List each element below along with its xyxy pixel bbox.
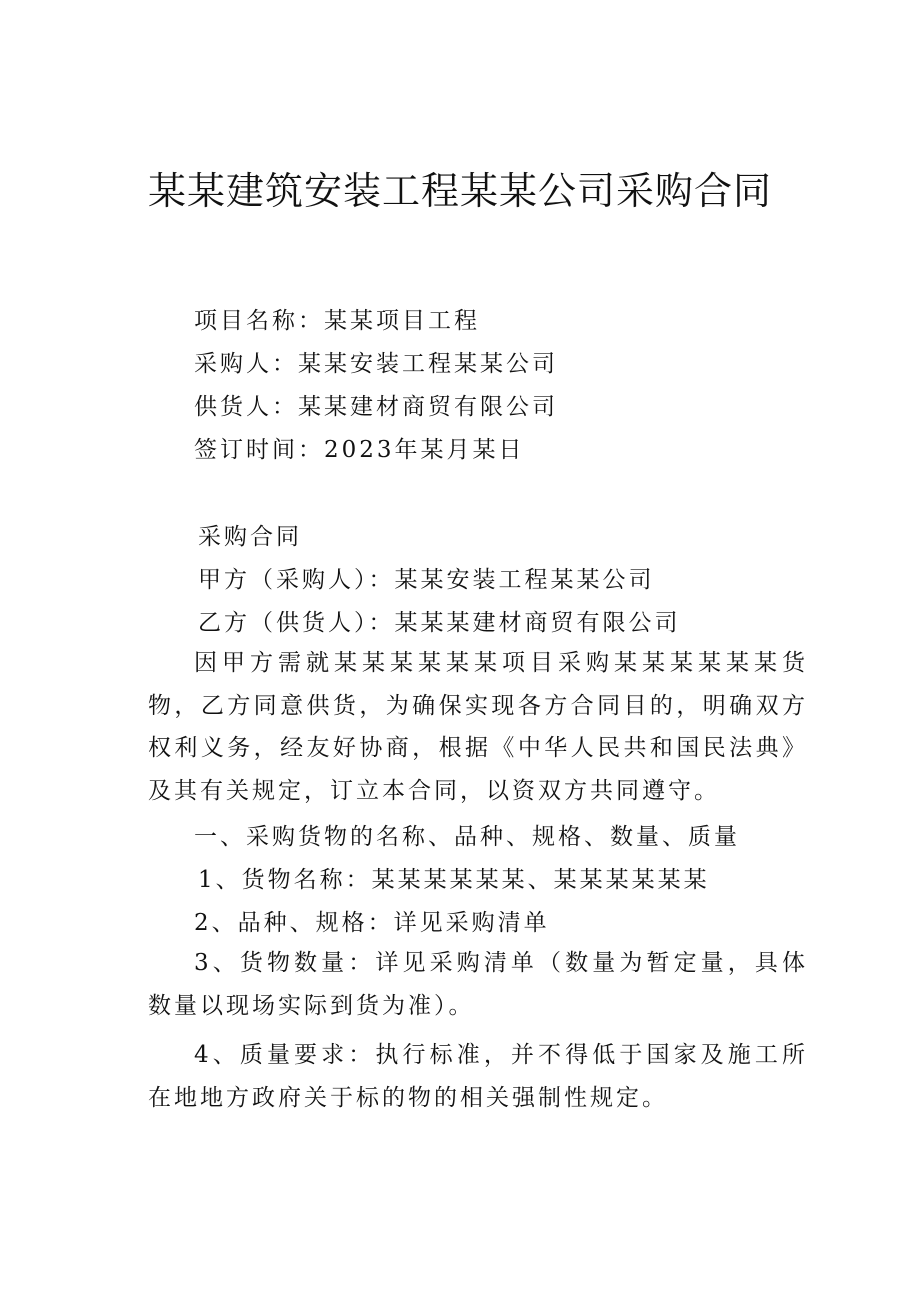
project-name-line: 项目名称：某某项目工程 bbox=[194, 308, 480, 334]
item-1-line: 1、货物名称：某某某某某某、某某某某某某 bbox=[198, 867, 710, 893]
supplier-line: 供货人：某某建材商贸有限公司 bbox=[194, 394, 558, 420]
purchaser-line: 采购人：某某安装工程某某公司 bbox=[194, 351, 558, 377]
party-b-line: 乙方（供货人）：某某某建材商贸有限公司 bbox=[198, 610, 681, 636]
party-a-line: 甲方（采购人）：某某安装工程某某公司 bbox=[198, 567, 655, 593]
sign-date-line: 签订时间：2023年某月某日 bbox=[194, 437, 525, 463]
intro-paragraph: 因甲方需就某某某某某某项目采购某某某某某某货物，乙方同意供货，为确保实现各方合同目的，明确双方权利义务，经友好协商，根据《中华人民共和国民法典》及其有关规定，订立本合同，以资双方共同遵守。 bbox=[148, 650, 808, 804]
item-2-line: 2、品种、规格：详见采购清单 bbox=[194, 910, 550, 936]
item-3-paragraph: 3、货物数量：详见采购清单（数量为暂定量，具体数量以现场实际到货为准）。 bbox=[148, 950, 808, 1019]
section-1-title: 一、采购货物的名称、品种、规格、数量、质量 bbox=[194, 824, 740, 850]
document-title: 某某建筑安装工程某某公司采购合同 bbox=[147, 169, 772, 213]
item-4-paragraph: 4、质量要求：执行标准，并不得低于国家及施工所在地地方政府关于标的物的相关强制性规定。 bbox=[148, 1042, 808, 1111]
contract-heading: 采购合同 bbox=[198, 524, 302, 550]
